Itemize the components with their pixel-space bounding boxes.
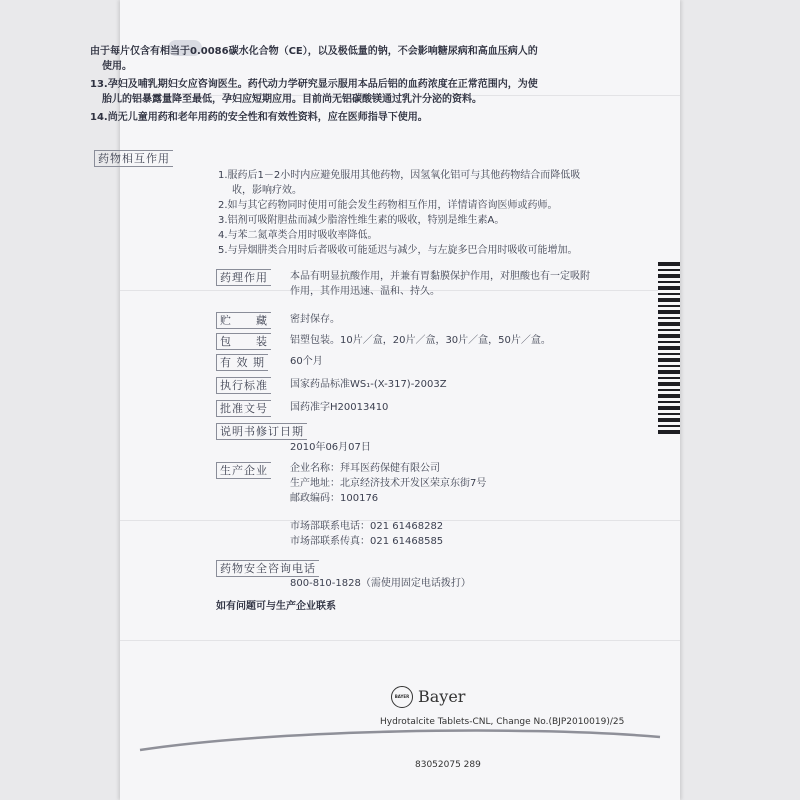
package-text: 铝塑包装。10片／盒，20片／盒，30片／盒，50片／盒。 [290,335,551,346]
standard-text: 国家药品标准WS₁-(X-317)-2003Z [290,379,447,390]
revision-heading: 说明书修订日期 [216,423,307,440]
contact-note: 如有问题可与生产企业联系 [216,601,336,612]
interaction-item: 2.如与其它药物同时使用可能会发生药物相互作用，详情请咨询医师或药师。 [218,200,558,211]
barcode-icon [658,262,680,437]
revision-text: 2010年06月07日 [290,442,371,453]
interactions-list [218,168,588,258]
pharmacology-heading: 药理作用 [216,269,271,286]
interaction-item: 3.铝剂可吸附胆盐而减少脂溶性维生素的吸收，特别是维生素A。 [218,215,505,226]
fold-line [120,640,680,641]
storage-heading: 贮 藏 [216,312,271,329]
precaution-item: 13.孕妇及哺乳期妇女应咨询医生。药代动力学研究显示服用本品后铝的血药浓度在正常范围内，为使胎儿的铝暴露量降至最低，孕妇应短期应用。目前尚无铝碳酸镁通过乳汁分泌的资料。 [90,79,538,105]
safety-heading: 药物安全咨询电话 [216,560,319,577]
interaction-item: 1.服药后1－2小时内应避免服用其他药物，因氢氧化铝可与其他药物结合而降低吸收，影响疗效。 [218,170,581,196]
footer-code: Hydrotalcite Tablets-CNL, Change No.(BJP2010019)/25 [380,717,625,727]
interactions-heading: 药物相互作用 [94,150,173,167]
bayer-cross-logo-icon: BAYER [391,686,413,708]
decorative-curve [120,725,680,755]
manufacturer-postcode: 邮政编码：100176 [290,493,379,504]
manufacturer-phone: 市场部联系电话：021 61468282 [290,521,444,532]
interaction-item: 5.与异烟肼类合用时后者吸收可能延迟与减少，与左旋多巴合用时吸收可能增加。 [218,245,578,256]
approval-heading: 批准文号 [216,400,271,417]
precaution-item: 14.尚无儿童用药和老年用药的安全性和有效性资料，应在医师指导下使用。 [90,112,428,123]
precautions-continued [90,44,540,128]
safety-phone: 800-810-1828（需使用固定电话拨打） [290,578,471,589]
standard-heading: 执行标准 [216,377,271,394]
interaction-item: 4.与苯二氮䓬类合用时吸收率降低。 [218,230,378,241]
manufacturer-fax: 市场部联系传真：021 61468585 [290,536,444,547]
pharmacology-text: 本品有明显抗酸作用，并兼有胃黏膜保护作用，对胆酸也有一定吸附作用，其作用迅速、温和、持久。 [290,271,590,297]
approval-text: 国药准字H20013410 [290,402,389,413]
print-code: 83052075 289 [415,760,481,770]
precaution-item: 由于每片仅含有相当于0.0086碳水化合物（CE），以及极低量的钠，不会影响糖尿病和高血压病人的使用。 [90,46,538,72]
manufacturer-address: 生产地址：北京经济技术开发区荣京东街7号 [290,478,487,489]
validity-text: 60个月 [290,356,323,367]
package-heading: 包 装 [216,333,271,350]
bayer-wordmark: Bayer [418,687,466,706]
manufacturer-name: 企业名称：拜耳医药保健有限公司 [290,463,440,474]
manufacturer-heading: 生产企业 [216,462,271,479]
validity-heading: 有 效 期 [216,354,268,371]
storage-text: 密封保存。 [290,314,340,325]
